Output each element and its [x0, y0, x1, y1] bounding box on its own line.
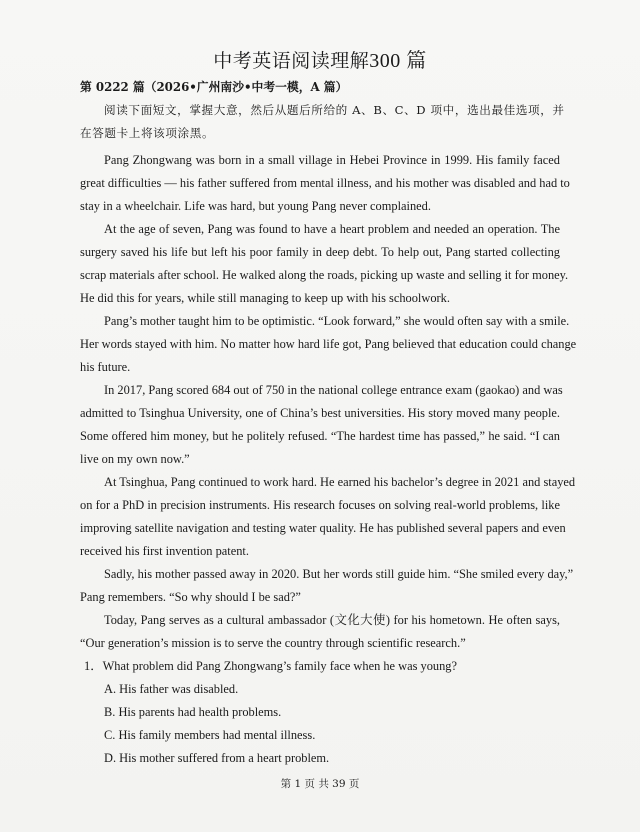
passage-line: scrap materials after school. He walked along the roads, picking up waste and selling it for money. — [80, 268, 569, 282]
passage-line: improving satellite navigation and testing water quality. He has published several papers and even — [80, 521, 566, 535]
instruction-line: 阅读下面短文，掌握大意，然后从题后所给的 A、B、C、D 项中，选出最佳选项，并 — [104, 103, 565, 117]
passage-line: Pang’s mother taught him to be optimistic. “Look forward,” she would often say with a smile. — [104, 314, 570, 328]
passage-line: In 2017, Pang scored 684 out of 750 in the national college entrance exam (gaokao) and was — [104, 383, 563, 397]
passage-line: live on my own now.” — [80, 452, 190, 466]
passage-line: At the age of seven, Pang was found to have a heart problem and needed an operation. The — [104, 222, 560, 236]
title-num: 300 篇 — [369, 50, 427, 72]
option-c: C. His family members had mental illness. — [104, 728, 316, 742]
passage-line: Today, Pang serves as a cultural ambassador (文化大使) for his hometown. He often says, — [104, 613, 560, 627]
passage-line: Pang Zhongwang was born in a small village in Hebei Province in 1999. His family faced — [104, 153, 560, 167]
passage-line: “Our generation’s mission is to serve the country through scientific research.” — [80, 636, 466, 650]
passage-line: He did this for years, while still managing to keep up with his schoolwork. — [80, 291, 450, 305]
passage-line: his future. — [80, 360, 131, 374]
instruction-line: 在答题卡上将该项涂黑。 — [80, 126, 215, 140]
passage-line: Some offered him money, but he politely refused. “The hardest time has passed,” he said. “I can — [80, 429, 560, 443]
passage-line: on for a PhD in precision instruments. His research focuses on solving real-world problems, like — [80, 498, 560, 512]
page-title — [0, 44, 640, 73]
option-b: B. His parents had health problems. — [104, 705, 282, 719]
passage-line: stay in a wheelchair. Life was hard, but young Pang never complained. — [80, 199, 431, 213]
passage-line: received his first invention patent. — [80, 544, 249, 558]
page-footer: 第 1 页 共 39 页 — [280, 778, 360, 790]
question-text: 1．What problem did Pang Zhongwang’s family face when he was young? — [84, 659, 458, 673]
title-cn: 中考英语阅读理解 — [213, 50, 370, 72]
passage-line: admitted to Tsinghua University, one of China’s best universities. His story moved many people. — [80, 406, 560, 420]
passage-line: Pang remembers. “So why should I be sad?” — [80, 590, 301, 604]
passage-heading: 第 0222 篇（2026•广州南沙•中考一模，A 篇） — [80, 80, 348, 94]
passage-line: great difficulties — his father suffered from mental illness, and his mother was disabled and had to — [80, 176, 570, 190]
passage-line: Sadly, his mother passed away in 2020. But her words still guide him. “She smiled every day,” — [104, 567, 574, 581]
option-a: A. His father was disabled. — [104, 682, 239, 696]
passage-line: Her words stayed with him. No matter how hard life got, Pang believed that education could change — [80, 337, 577, 351]
passage-line: surgery saved his life but left his poor family in deep debt. To help out, Pang started collecting — [80, 245, 560, 259]
passage-line: At Tsinghua, Pang continued to work hard. He earned his bachelor’s degree in 2021 and stayed — [104, 475, 576, 489]
option-d: D. His mother suffered from a heart problem. — [104, 751, 330, 765]
